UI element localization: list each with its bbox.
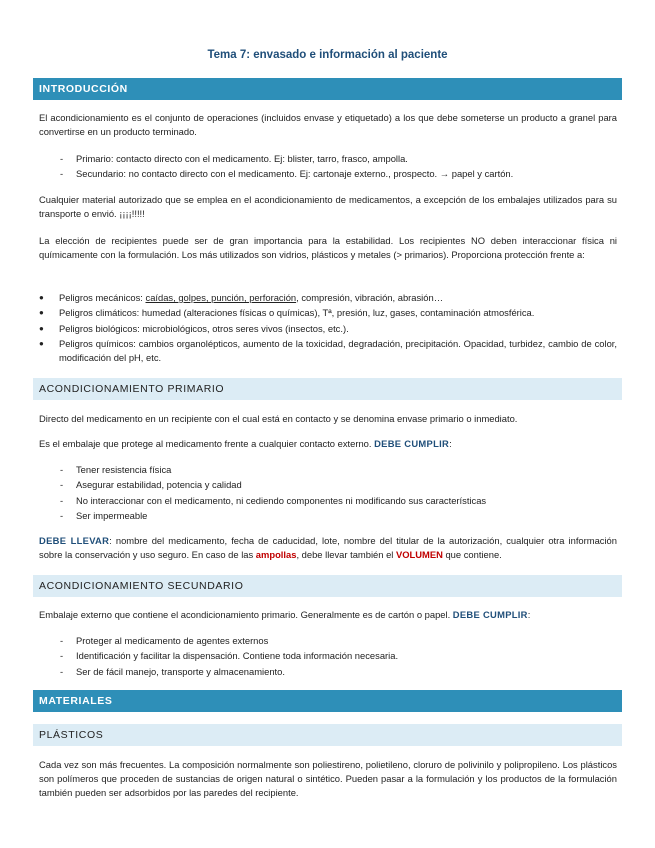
- list-item: - Identificación y facilitar la dispensación. Contiene toda información necesaria.: [60, 650, 399, 662]
- section-heading-secundario: ACONDICIONAMIENTO SECUNDARIO: [33, 575, 622, 597]
- intro-paragraph-3: La elección de recipientes puede ser de gran importancia para la estabilidad. Los recipientes NO deben interaccionar física ni químicamente con la formulación. Los más utilizados son vidrios, plásticos y metales (> primarios). Proporciona protección frente a:: [39, 235, 617, 260]
- keyword-debe-cumplir: DEBE CUMPLIR: [374, 438, 450, 449]
- primario-paragraph-1: Directo del medicamento en un recipiente con el cual está en contacto y se denomina envase primario o inmediato.: [39, 413, 518, 424]
- keyword-debe-llevar: DEBE LLEVAR: [39, 535, 110, 546]
- dash-marker: -: [60, 635, 64, 646]
- underlined-text: caídas, golpes, punción, perforación: [145, 292, 297, 303]
- page-title: Tema 7: envasado e información al paciente: [207, 49, 448, 61]
- intro-acond-list: [39, 152, 617, 183]
- list-item: - No interaccionar con el medicamento, ni cediendo componentes ni modificando sus características: [60, 494, 487, 506]
- dash-marker: -: [60, 665, 64, 677]
- dash-marker: -: [60, 494, 64, 506]
- list-item: - Asegurar estabilidad, potencia y calidad: [60, 479, 242, 491]
- list-item: - Ser de fácil manejo, transporte y almacenamiento.: [60, 665, 285, 677]
- highlight-ampollas: ampollas: [255, 549, 297, 560]
- primario-paragraph-2: Es el embalaje que protege al medicamento frente a cualquier contacto externo. DEBE CUMPLIR:: [39, 438, 452, 449]
- bullet-marker: ●: [39, 308, 44, 318]
- list-item: - Proteger al medicamento de agentes externos: [60, 635, 269, 646]
- list-item: - Secundario: no contacto directo con el medicamento. Ej: cartonaje externo., prospecto. → papel y cartón.: [60, 168, 514, 180]
- section-heading-plasticos: PLÁSTICOS: [33, 724, 622, 746]
- secundario-requisitos-list: [39, 634, 617, 680]
- bullet-marker: ●: [39, 323, 44, 333]
- dash-marker: -: [60, 479, 64, 491]
- section-heading-introduccion: INTRODUCCIÓN: [33, 78, 622, 100]
- dash-marker: -: [60, 650, 64, 662]
- list-item: - Primario: contacto directo con el medicamento. Ej: blister, tarro, frasco, ampolla.: [60, 153, 408, 164]
- peligros-list: [39, 291, 617, 367]
- dash-marker: -: [60, 168, 64, 180]
- list-item: - Ser impermeable: [60, 510, 148, 522]
- bullet-marker: ●: [39, 339, 44, 349]
- list-item: - Tener resistencia física: [60, 464, 172, 475]
- list-item: ● Peligros climáticos: humedad (alteraciones físicas o químicas), Tª, presión, luz, gases, contaminación atmosférica.: [39, 307, 535, 319]
- highlight-volumen: VOLUMEN: [395, 549, 443, 560]
- section-heading-primario: ACONDICIONAMIENTO PRIMARIO: [33, 378, 622, 400]
- section-heading-materiales: MATERIALES: [33, 690, 622, 712]
- list-item: ● Peligros mecánicos: caídas, golpes, punción, perforación, compresión, vibración, abrasión…: [39, 292, 444, 303]
- secundario-paragraph-1: Embalaje externo que contiene el acondicionamiento primario. Generalmente es de cartón o papel. DEBE CUMPLIR:: [39, 609, 531, 620]
- bullet-marker: ●: [39, 293, 44, 302]
- list-item: ● Peligros químicos: cambios organolépticos, aumento de la toxicidad, degradación, precipitación. Opacidad, turbidez, cambio de color, modificación del pH, etc.: [39, 338, 617, 364]
- intro-paragraph-2: Cualquier material autorizado que se emplea en el acondicionamiento de medicamentos, a excepción de los embalajes utilizados para su transporte o envió. ¡¡¡¡!!!!!: [39, 194, 617, 219]
- dash-marker: -: [60, 510, 64, 522]
- keyword-debe-cumplir: DEBE CUMPLIR: [452, 609, 528, 620]
- dash-marker: -: [60, 153, 64, 164]
- intro-paragraph-1: El acondicionamiento es el conjunto de operaciones (incluidos envase y etiquetado) a los que debe someterse un producto a granel para convertirse en un producto terminado.: [39, 112, 617, 137]
- list-item: ● Peligros biológicos: microbiológicos, otros seres vivos (insectos, etc.).: [39, 322, 349, 334]
- primario-paragraph-3: DEBE LLEVAR: nombre del medicamento, fecha de caducidad, lote, nombre del titular de la autorización, cualquier otra información sobre la conservación y uso seguro. En caso de las ampollas, debe llevar también el VOLUMEN que contiene.: [39, 535, 617, 560]
- dash-marker: -: [60, 464, 64, 475]
- plasticos-paragraph-1: Cada vez son más frecuentes. La composición normalmente son poliestireno, polietileno, cloruro de polivinilo y polipropileno. Los plásticos son polímeros que proceden de sustancias de origen natural o sintético. Pueden pasar a la formulación y los productos de la formulación también pueden ser adsorbidos por las paredes del recipiente.: [39, 759, 617, 798]
- primario-requisitos-list: [39, 463, 617, 525]
